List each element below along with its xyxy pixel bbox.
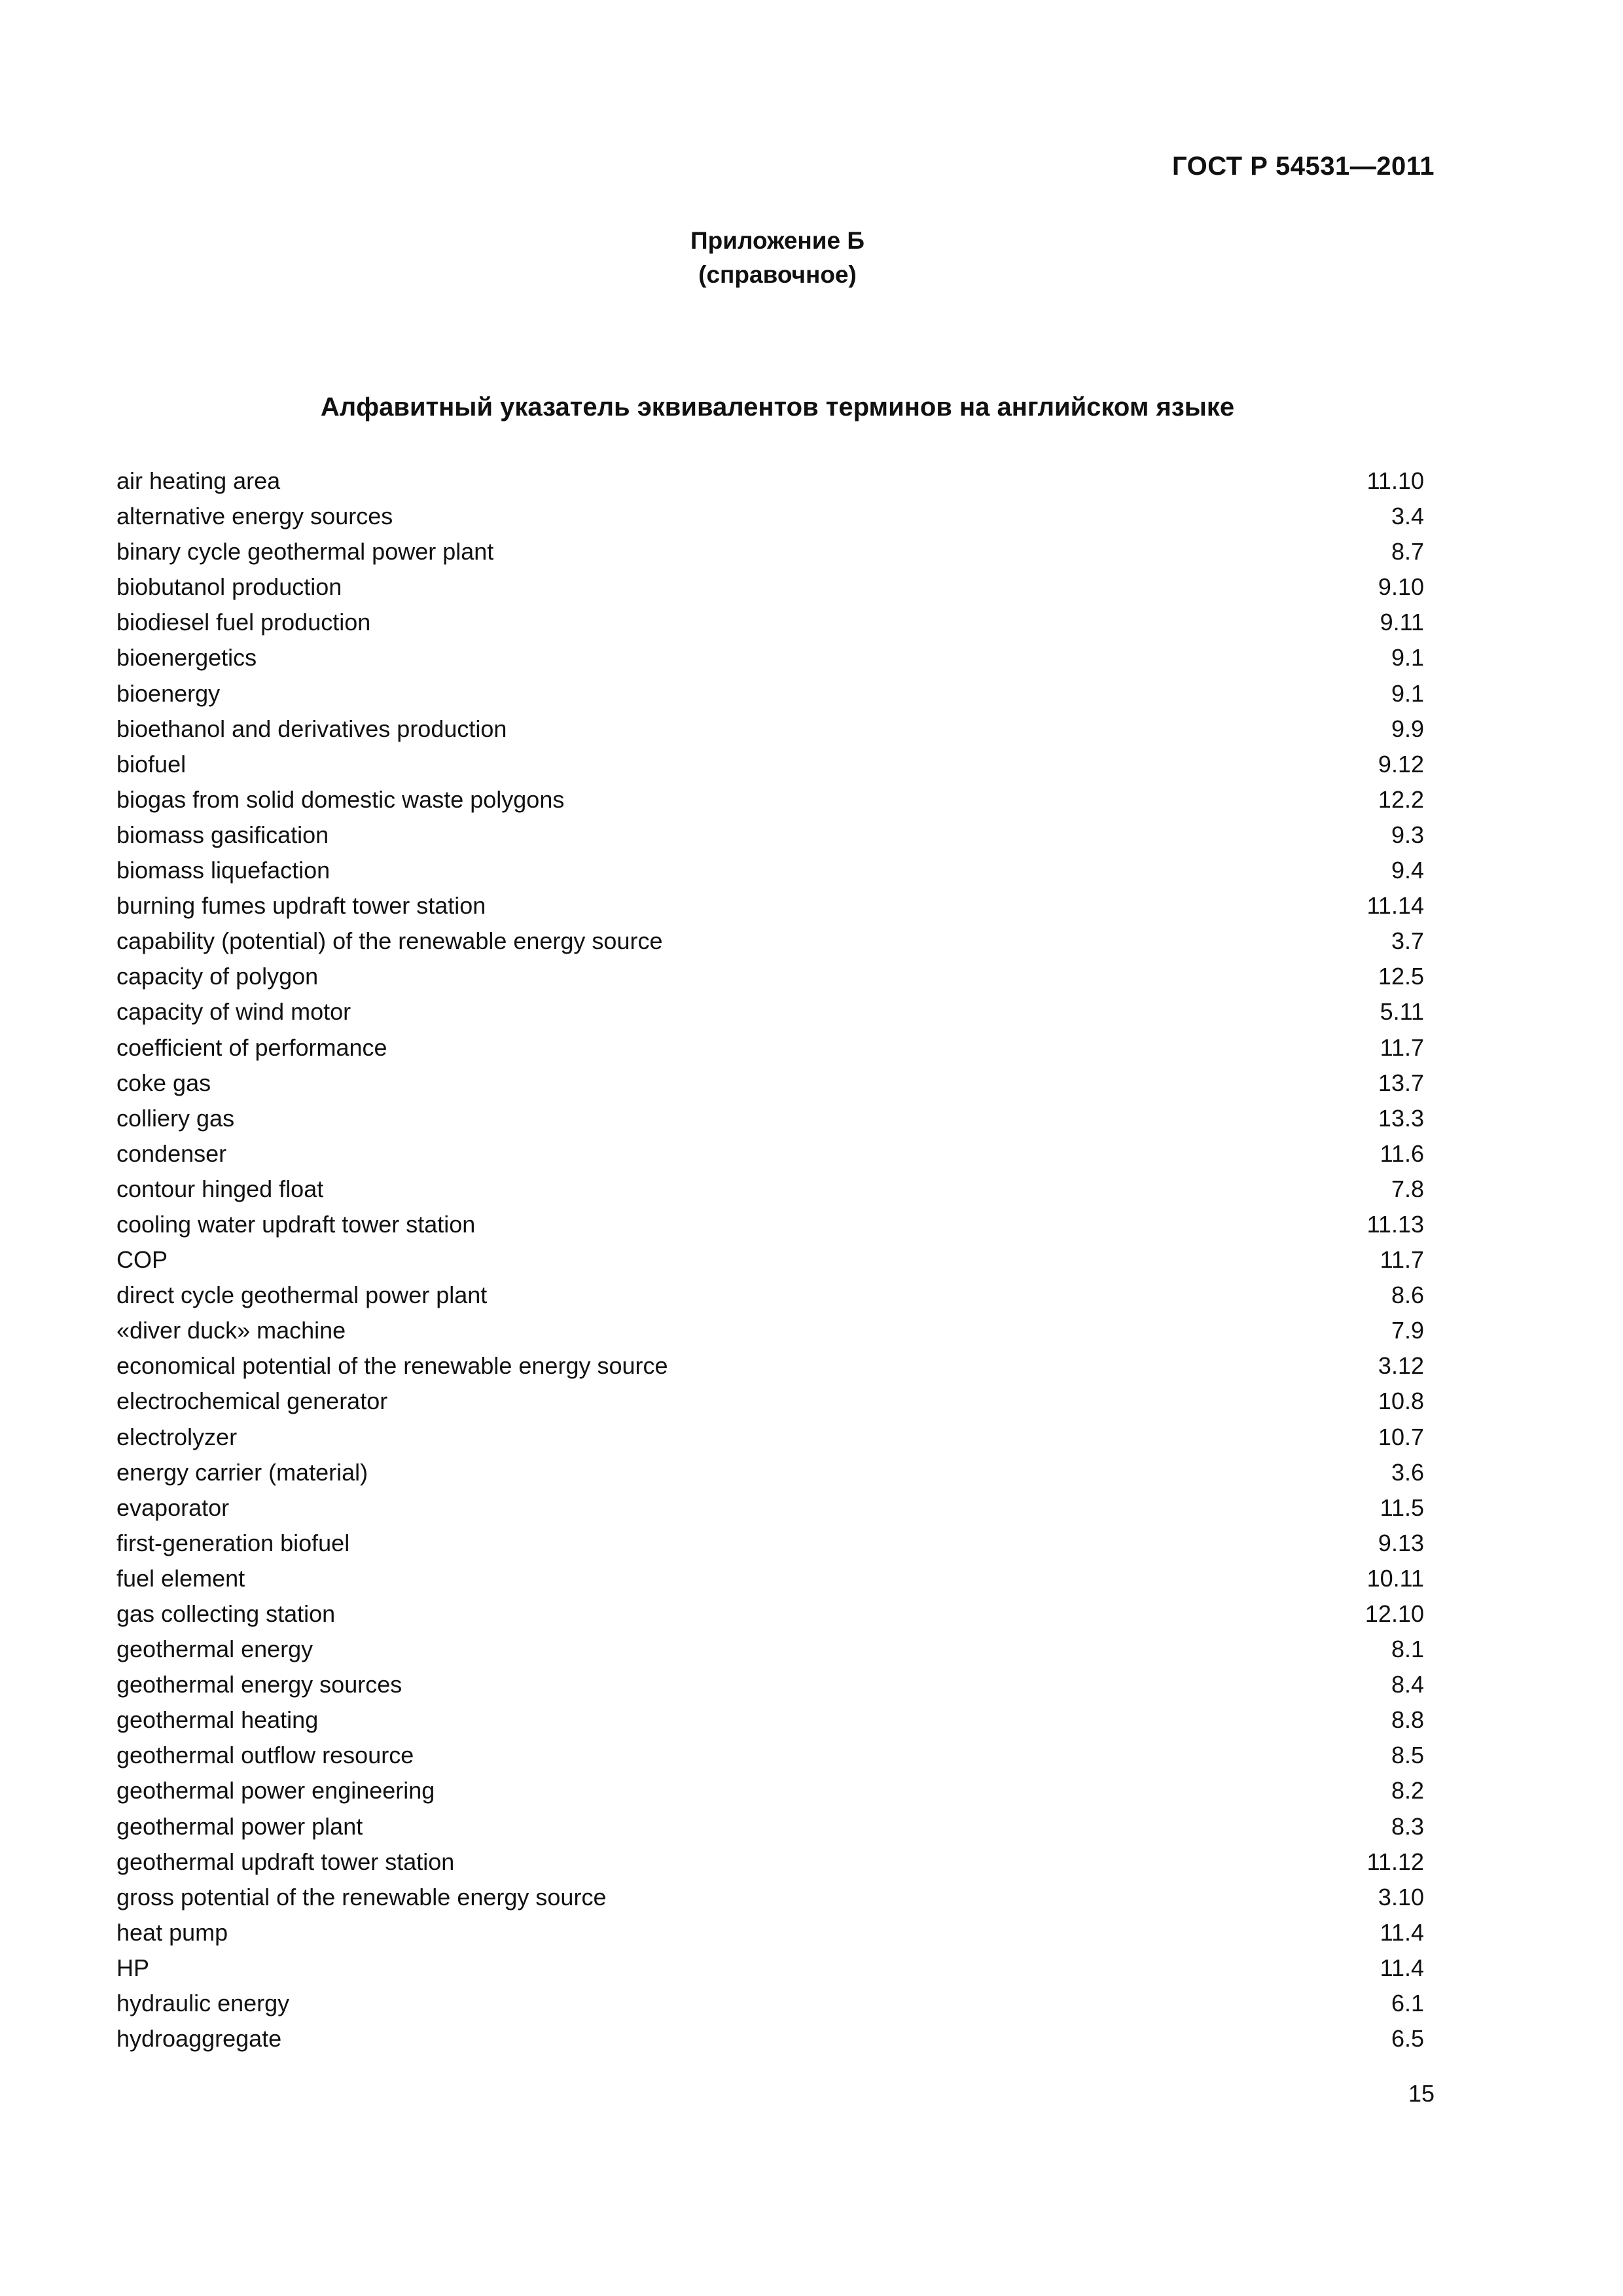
- index-entry: [116, 1986, 1424, 2021]
- appendix-title: Приложение Б: [690, 227, 865, 254]
- index-entry: [116, 1844, 1424, 1880]
- index-entry-term: bioethanol and derivatives production: [116, 715, 507, 742]
- index-entry-term: biomass gasification: [116, 821, 329, 848]
- index-entry-ref: 12.10: [1364, 1600, 1424, 1627]
- index-entry-ref: 7.8: [1391, 1175, 1424, 1202]
- index-entry-term: fuel element: [116, 1564, 245, 1592]
- index-entry-term: colliery gas: [116, 1104, 235, 1132]
- page-number: 15: [1408, 2080, 1435, 2107]
- index-entry-term: economical potential of the renewable energy source: [116, 1352, 668, 1380]
- index-entry-term: coefficient of performance: [116, 1033, 387, 1061]
- index-entry: [116, 1313, 1424, 1348]
- index-entry-term: biodiesel fuel production: [116, 609, 371, 636]
- index-entry: [116, 1526, 1424, 1561]
- index-entry-term: heat pump: [116, 1918, 228, 1946]
- index-entry: [116, 534, 1424, 569]
- index-entry-ref: 12.5: [1378, 963, 1424, 990]
- index-entry-ref: 8.6: [1391, 1282, 1424, 1309]
- index-entry-ref: 8.4: [1391, 1671, 1424, 1698]
- index-entry-term: HP: [116, 1954, 150, 1981]
- index-entry: [116, 817, 1424, 853]
- index-entry: [116, 1172, 1424, 1207]
- index-entry-ref: 10.11: [1366, 1564, 1424, 1592]
- index-entry: [116, 1207, 1424, 1242]
- index-entry: [116, 463, 1424, 499]
- index-entry: [116, 1596, 1424, 1632]
- index-entry-ref: 10.8: [1378, 1388, 1424, 1415]
- index-entry: [116, 888, 1424, 924]
- index-entry-term: alternative energy sources: [116, 503, 393, 530]
- index-entry: [116, 1490, 1424, 1526]
- index-entry-ref: 9.12: [1378, 750, 1424, 778]
- index-entry: [116, 711, 1424, 747]
- index-entry-term: contour hinged float: [116, 1175, 324, 1202]
- index-entry-ref: 3.7: [1391, 927, 1424, 955]
- index-entry: [116, 2021, 1424, 2056]
- index-entry-ref: 13.7: [1378, 1069, 1424, 1096]
- index-entry-ref: 8.1: [1391, 1636, 1424, 1663]
- index-entry-ref: 3.6: [1391, 1458, 1424, 1486]
- index-entry-ref: 9.1: [1391, 644, 1424, 672]
- index-entry: [116, 1242, 1424, 1278]
- index-entry-ref: 10.7: [1378, 1423, 1424, 1450]
- index-entry-term: hydraulic energy: [116, 1990, 290, 2017]
- index-entry: [116, 1066, 1424, 1101]
- index-entry-term: geothermal power engineering: [116, 1777, 435, 1804]
- index-title: Алфавитный указатель эквивалентов терминов на английском языке: [320, 393, 1235, 422]
- index-entry-term: biobutanol production: [116, 573, 342, 601]
- index-entry: [116, 853, 1424, 888]
- index-entry-term: burning fumes updraft tower station: [116, 892, 486, 920]
- index-entry-ref: 11.5: [1380, 1494, 1424, 1521]
- index-entry-ref: 6.1: [1391, 1990, 1424, 2017]
- index-entry-ref: 8.5: [1391, 1742, 1424, 1769]
- index-entry-ref: 3.4: [1391, 503, 1424, 530]
- index-entry-ref: 11.6: [1380, 1139, 1424, 1167]
- index-entry-ref: 5.11: [1380, 998, 1424, 1026]
- index-entry-term: gross potential of the renewable energy source: [116, 1883, 607, 1910]
- index-entry: [116, 1384, 1424, 1419]
- index-entry-term: capacity of polygon: [116, 963, 319, 990]
- index-entry: [116, 676, 1424, 711]
- index-entry-term: «diver duck» machine: [116, 1317, 346, 1344]
- index-entry-ref: 9.4: [1391, 857, 1424, 884]
- index-entry-term: COP: [116, 1246, 168, 1274]
- index-entry: [116, 1632, 1424, 1667]
- index-entry-ref: 8.8: [1391, 1706, 1424, 1734]
- index-entry-term: geothermal energy sources: [116, 1671, 402, 1698]
- index-entry-term: gas collecting station: [116, 1600, 336, 1627]
- index-entry-term: biogas from solid domestic waste polygons: [116, 785, 565, 813]
- index-entry: [116, 1809, 1424, 1844]
- index-entry-ref: 13.3: [1378, 1104, 1424, 1132]
- index-entry-ref: 8.3: [1391, 1812, 1424, 1840]
- index-entry: [116, 499, 1424, 534]
- index-entry-ref: 11.13: [1366, 1210, 1424, 1238]
- index-entry-term: electrolyzer: [116, 1423, 238, 1450]
- appendix-subtitle: (справочное): [698, 261, 857, 288]
- index-entry-ref: 9.11: [1380, 609, 1424, 636]
- index-entry-ref: 9.1: [1391, 679, 1424, 707]
- index-entry-ref: 11.7: [1380, 1246, 1424, 1274]
- index-entry-term: air heating area: [116, 467, 281, 494]
- index-entry-term: evaporator: [116, 1494, 230, 1521]
- index-entry: [116, 1561, 1424, 1596]
- index-entry: [116, 1738, 1424, 1773]
- index-entry-term: coke gas: [116, 1069, 211, 1096]
- index-entry: [116, 959, 1424, 994]
- index-entry-term: geothermal power plant: [116, 1812, 363, 1840]
- index-entry-term: condenser: [116, 1139, 227, 1167]
- index-entry-ref: 11.10: [1366, 467, 1424, 494]
- index-entry-ref: 6.5: [1391, 2025, 1424, 2053]
- index-entry: [116, 1278, 1424, 1313]
- index-entry: [116, 1455, 1424, 1490]
- index-entry-ref: 3.12: [1378, 1352, 1424, 1380]
- index-entry-ref: 9.9: [1391, 715, 1424, 742]
- index-entry-ref: 9.10: [1378, 573, 1424, 601]
- index-entry-term: hydroaggregate: [116, 2025, 282, 2053]
- index-entry: [116, 1950, 1424, 1986]
- index-entry-term: geothermal energy: [116, 1636, 313, 1663]
- index-entry: [116, 924, 1424, 959]
- index-entry: [116, 1667, 1424, 1702]
- index-entry-term: geothermal outflow resource: [116, 1742, 414, 1769]
- index-entry: [116, 994, 1424, 1030]
- index-entry-ref: 11.7: [1380, 1033, 1424, 1061]
- index-entry: [116, 1030, 1424, 1066]
- index-entry: [116, 605, 1424, 640]
- index-entry-ref: 8.2: [1391, 1777, 1424, 1804]
- document-code: ГОСТ Р 54531—2011: [1172, 152, 1435, 181]
- index-entry-term: biofuel: [116, 750, 187, 778]
- index-entry-term: biomass liquefaction: [116, 857, 330, 884]
- index-entry: [116, 569, 1424, 605]
- index-entry-term: direct cycle geothermal power plant: [116, 1282, 488, 1309]
- index-entry-ref: 11.14: [1366, 892, 1424, 920]
- index-entry-ref: 8.7: [1391, 538, 1424, 565]
- index-entry-ref: 11.12: [1366, 1848, 1424, 1875]
- index-entry: [116, 1348, 1424, 1384]
- index-entry: [116, 747, 1424, 782]
- index-entry-term: capacity of wind motor: [116, 998, 351, 1026]
- index-entry-ref: 11.4: [1380, 1954, 1424, 1981]
- index-entry-ref: 12.2: [1378, 785, 1424, 813]
- appendix-heading: [0, 224, 1555, 292]
- index-entry: [116, 640, 1424, 675]
- index-entry: [116, 1880, 1424, 1915]
- index-entry: [116, 1773, 1424, 1808]
- index-entry: [116, 782, 1424, 817]
- index-entry-term: binary cycle geothermal power plant: [116, 538, 494, 565]
- index-entry-ref: 11.4: [1380, 1918, 1424, 1946]
- index-entry: [116, 1915, 1424, 1950]
- index-entry: [116, 1420, 1424, 1455]
- index-entry-term: electrochemical generator: [116, 1388, 388, 1415]
- index-entry-term: capability (potential) of the renewable energy source: [116, 927, 663, 955]
- index-entry: [116, 1702, 1424, 1738]
- index-entry-ref: 9.13: [1378, 1529, 1424, 1556]
- index-entry-ref: 3.10: [1378, 1883, 1424, 1910]
- index-entry-term: geothermal heating: [116, 1706, 319, 1734]
- index-entry-ref: 7.9: [1391, 1317, 1424, 1344]
- index-entry-term: bioenergetics: [116, 644, 257, 672]
- index-entry-term: geothermal updraft tower station: [116, 1848, 455, 1875]
- index-entry: [116, 1101, 1424, 1136]
- index-entry-term: cooling water updraft tower station: [116, 1210, 476, 1238]
- index-entry-term: first-generation biofuel: [116, 1529, 350, 1556]
- index-entry: [116, 1136, 1424, 1172]
- index-entries-list: [116, 463, 1424, 2056]
- index-entry-term: energy carrier (material): [116, 1458, 368, 1486]
- index-entry-term: bioenergy: [116, 679, 221, 707]
- index-entry-ref: 9.3: [1391, 821, 1424, 848]
